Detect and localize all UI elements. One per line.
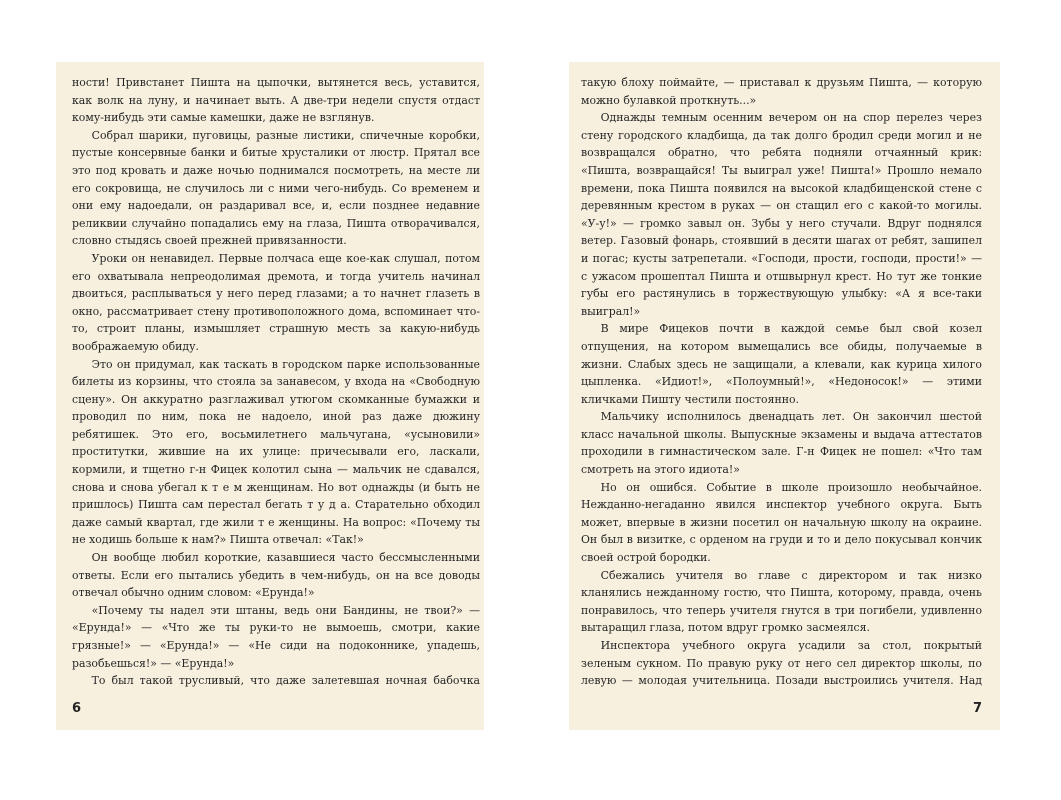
paragraph: Но он ошибся. Событие в школе произошло необычайное. Нежданно-негаданно явился инспектор учебного округа. Быть может, впервые в жизни посетил он начальную школу на окраине. Он был в визитке, с орденом на груди и то и дело покусывал кончик своей острой бородки. bbox=[581, 480, 982, 565]
page-number: 6 bbox=[72, 701, 82, 716]
page-number: 7 bbox=[972, 701, 982, 716]
paragraph: Собрал шарики, пуговицы, разные листики, спичечные коробки, пустые консервные банки и битые хрусталики от люстр. Прятал все это под кровать и даже ночью поднимался посмотреть, на месте ли его сокровища, не случилось ли с ними чего-нибудь. Со временем и они ему надоедали, он раздаривал все, и, если позднее недавние реликвии случайно попадались ему на глаза, Пишта отворачивался, словно стыдясь своей прежней привязанности. bbox=[72, 128, 480, 248]
left-page-text bbox=[72, 74, 480, 688]
paragraph: Это он придумал, как таскать в городском парке использованные билеты из корзины, что стояла за занавесом, у входа на «Свободную сцену». Он аккуратно разглаживал утюгом скомканные бумажки и проводил по ним, пока не надоело, иной раз даже дюжину ребятишек. Это его, восьмилетнего мальчугана, «усыновили» проститутки, жившие на их улице: причесывали его, ласкали, кормили, и тщетно г-н Фицек колотил сына — мальчик не сдавался, снова и снова убегал к т е м женщинам. Но вот однажды (и быть не пришлось) Пишта сам перестал бегать т у д а. Старательно обходил даже самый квартал, где жили т е женщины. На вопрос: «Почему ты не ходишь больше к нам?» Пишта отвечал: «Так!» bbox=[72, 357, 480, 547]
paragraph: Однажды темным осенним вечером он на спор перелез через стену городского кладбища, да так долго бродил среди могил и не возвращался обратно, что ребята подняли отчаянный крик: «Пишта, возвращайся! Ты выиграл уже! Пишта!» Прошло немало времени, пока Пишта появился на высокой кладбищенской стене с деревянным крестом в руках — он стащил его с какой-то могилы. «У-у!» — громко завыл он. Зубы у него стучали. Вдруг поднялся ветер. Газовый фонарь, стоявший в десяти шагах от ребят, зашипел и погас; кусты затрепетали. «Господи, прости, господи, прости!» — с ужасом прошептал Пишта и отшвырнул крест. Но тут же тонкие губы его растянулись в торжествующую улыбку: «А я все-таки выиграл!» bbox=[581, 111, 982, 318]
paragraph: Уроки он ненавидел. Первые полчаса еще кое-как слушал, потом его охватывала непреодолимая дремота, и тогда учитель начинал двоиться, расплываться у него перед глазами; а то начнет глазеть в окно, рассматривает стену противоположного дома, вспоминает что-то, строит планы, измышляет страшную месть за какую-нибудь воображаемую обиду. bbox=[72, 251, 480, 353]
paragraph: Мальчику исполнилось двенадцать лет. Он закончил шестой класс начальной школы. Выпускные экзамены и выдача аттестатов проходили в гимнастическом зале. Г-н Фицек не пошел: «Что там смотреть на этого идиота!» bbox=[581, 410, 982, 477]
right-page-text bbox=[581, 74, 982, 688]
left-page bbox=[56, 62, 484, 730]
paragraph: Он вообще любил короткие, казавшиеся часто бессмысленными ответы. Если его пытались убедить в чем-нибудь, он на все доводы отвечал обычно одним словом: «Ерунда!» bbox=[72, 551, 480, 600]
paragraph: «Почему ты надел эти штаны, ведь они Бандины, не твои?» — «Ерунда!» — «Что же ты руки-то не вымоешь, смотри, какие грязные!» — «Ерунда!» — «Не сиди на подоконнике, упадешь, разобьешься!» — «Ерунда!» bbox=[72, 603, 480, 670]
paragraph: То был такой трусливый, что даже залетевшая ночная бабочка bbox=[91, 674, 480, 688]
paragraph: В мире Фицеков почти в каждой семье был свой козел отпущения, на котором вымещались все обиды, получаемые в жизни. Слабых здесь не защищали, а клевали, как курица хилого цыпленка. «Идиот!», «Полоумный!», «Недоносок!» — этими кличками Пишту честили постоянно. bbox=[581, 322, 982, 406]
paragraph: Инспектора учебного округа усадили за стол, покрытый зеленым сукном. По правую руку от него сел директор школы, по левую — молодая учительница. Позади выстроились учителя. Над bbox=[581, 639, 982, 688]
right-page bbox=[569, 62, 1000, 730]
paragraph: такую блоху поймайте, — приставал к друзьям Пишта, — которую можно булавкой проткнуть...» bbox=[581, 76, 982, 107]
paragraph: ности! Привстанет Пишта на цыпочки, вытянется весь, уставится, как волк на луну, и начинает выть. А две-три недели спустя отдаст кому-нибудь эти самые камешки, даже не взглянув. bbox=[72, 76, 480, 125]
paragraph: Сбежались учителя во главе с директором и так низко кланялись нежданному гостю, что Пишта, которому, правда, очень понравилось, что теперь учителя гнутся в три погибели, удивленно вытаращил глаза, потом вдруг громко засмеялся. bbox=[581, 568, 982, 635]
